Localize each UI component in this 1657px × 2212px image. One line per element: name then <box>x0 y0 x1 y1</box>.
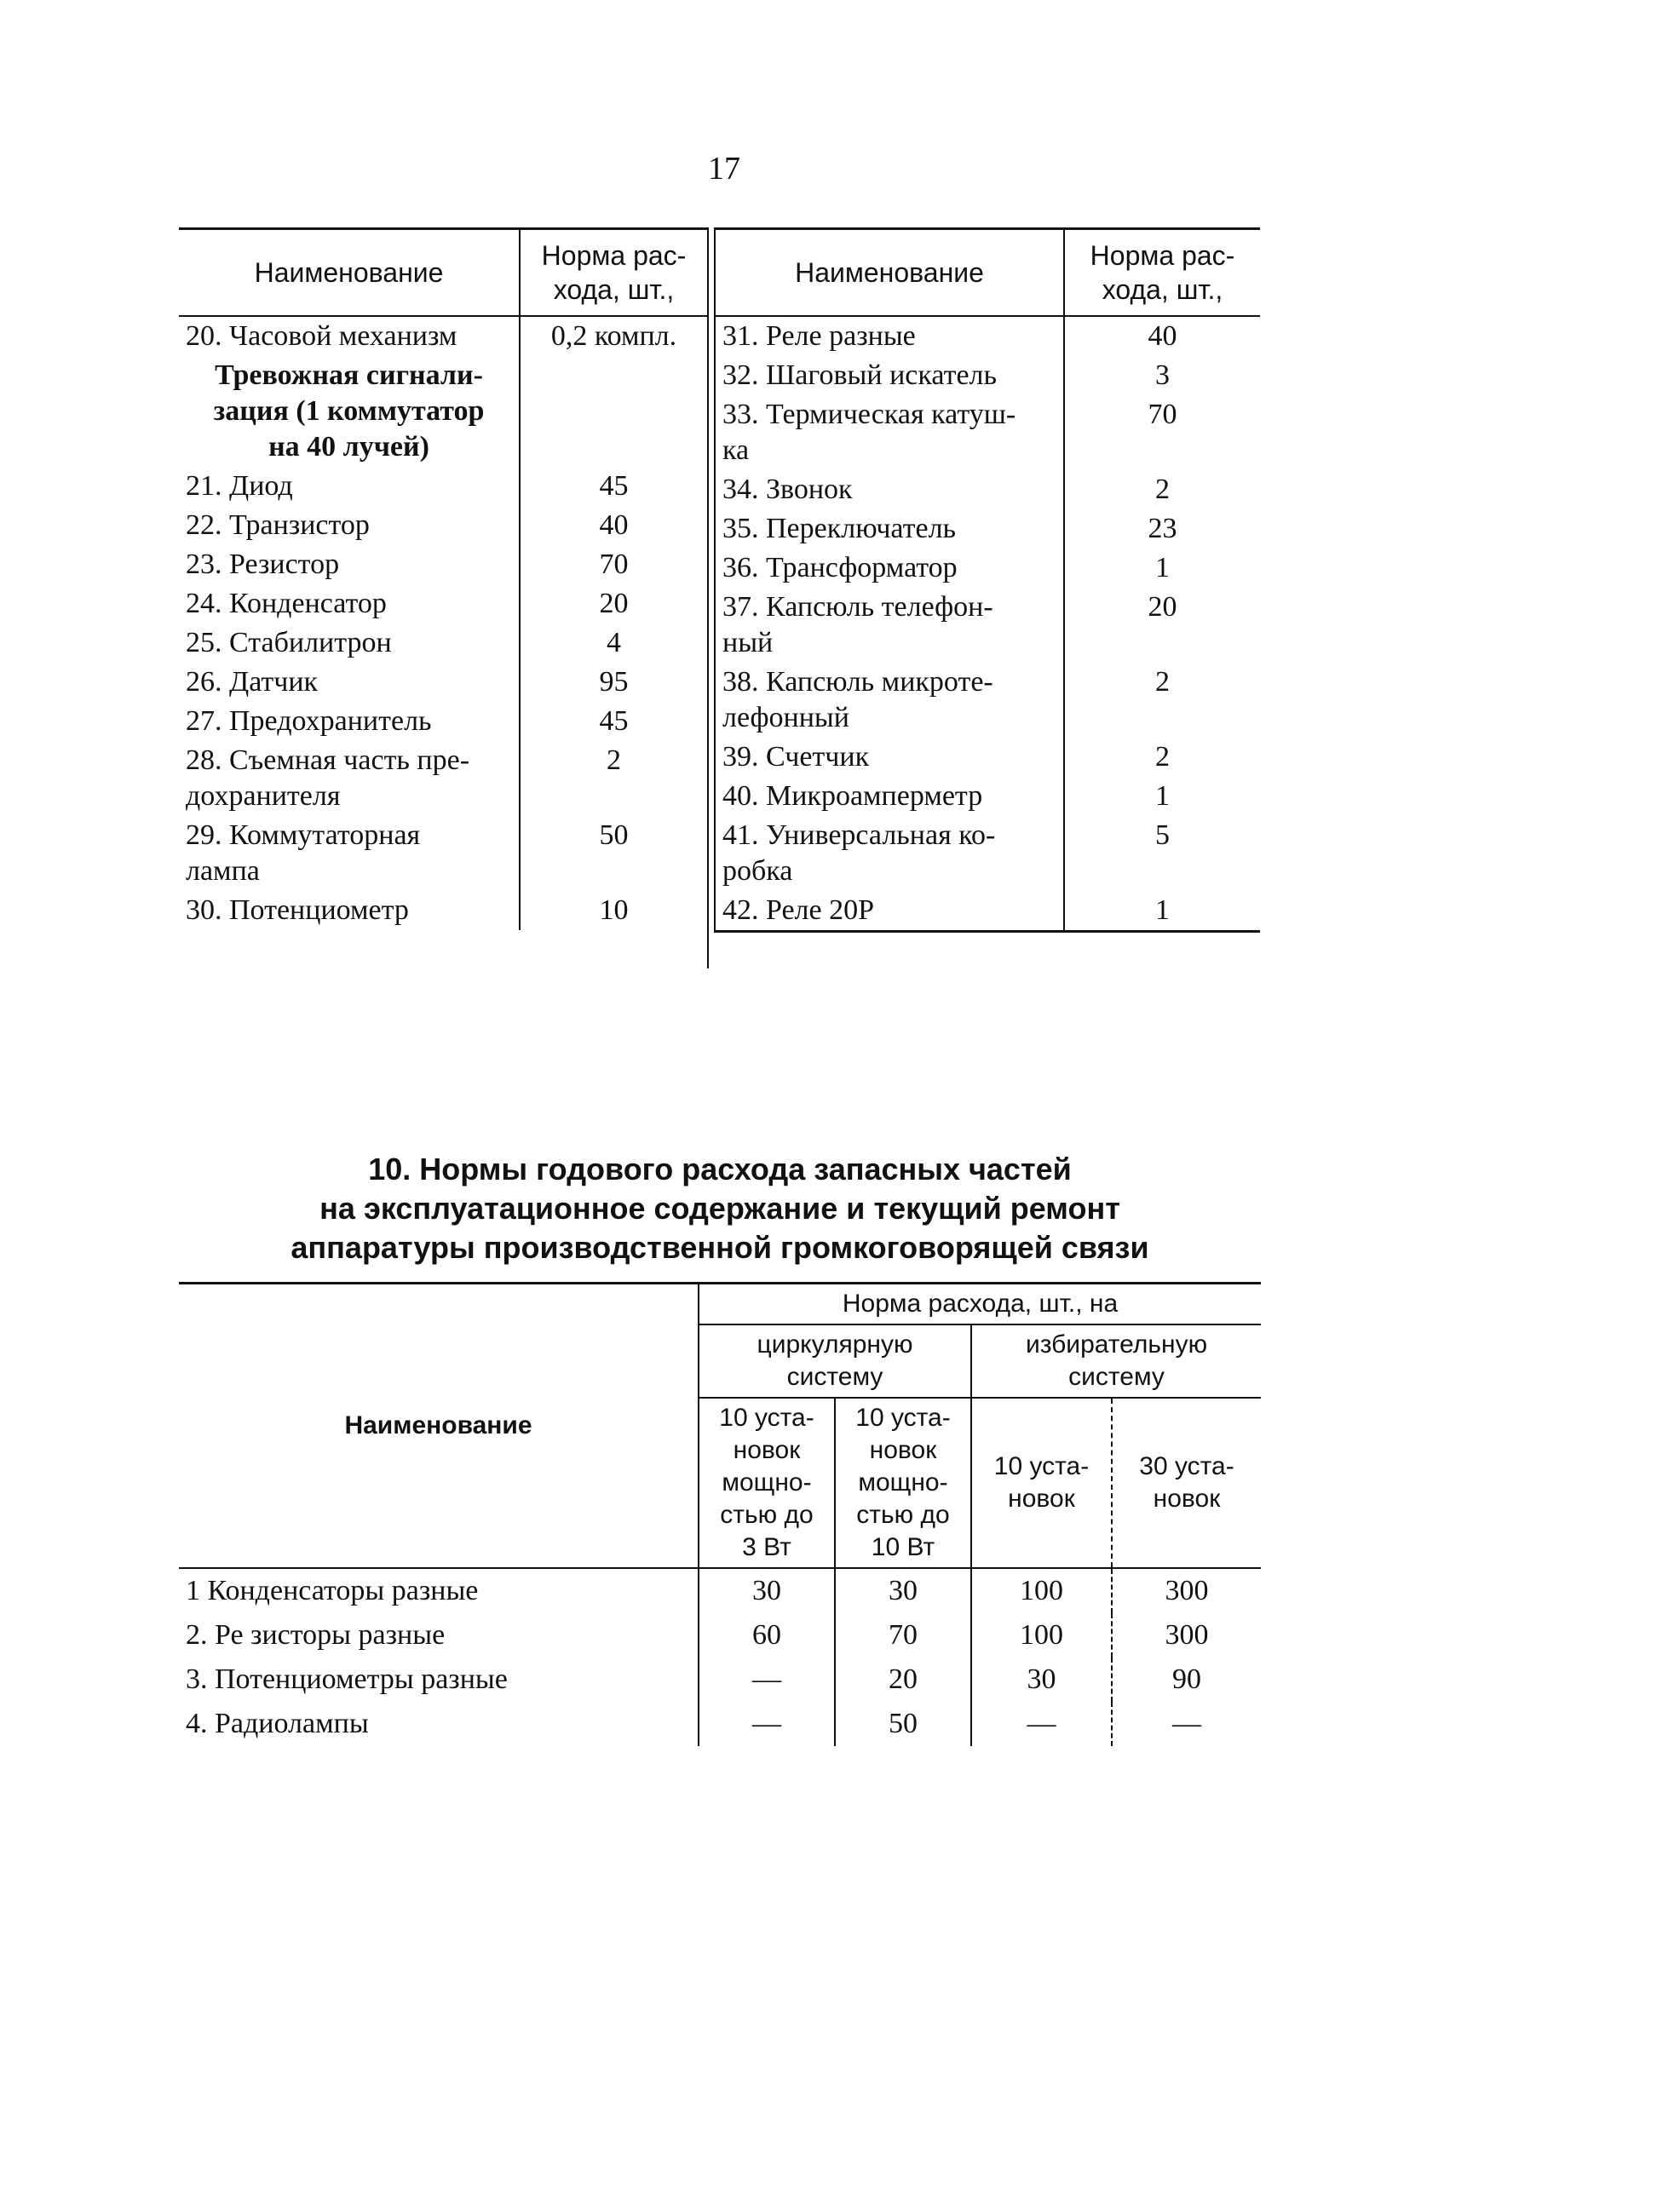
table-row <box>179 1568 1261 1613</box>
row-value: 70 <box>1148 399 1177 430</box>
table-row <box>179 1702 1261 1746</box>
table-row <box>179 545 707 584</box>
table-row <box>715 738 1260 777</box>
column-header-name: Наименование <box>179 229 520 317</box>
row-value: — <box>1112 1702 1261 1746</box>
table-row <box>715 395 1260 470</box>
row-value: 30 <box>971 1658 1112 1702</box>
table-row <box>715 663 1260 738</box>
table-row <box>179 702 707 741</box>
column-header-selective-30: 30 уста- новок <box>1112 1398 1261 1568</box>
table-row <box>179 623 707 663</box>
row-name: 28. Съемная часть пре- дохранителя <box>179 741 520 816</box>
table-divider <box>707 227 709 968</box>
column-header-name: Наименование <box>715 229 1064 317</box>
row-value: 4 <box>607 627 621 658</box>
section-row <box>179 356 707 467</box>
column-header-circular: циркулярную систему <box>699 1324 971 1398</box>
row-value: 45 <box>599 705 629 737</box>
row-value: 1 <box>1155 894 1170 926</box>
row-name: 33. Термическая катуш- ка <box>715 395 1064 470</box>
row-name: 25. Стабилитрон <box>179 623 520 663</box>
row-value: — <box>971 1702 1112 1746</box>
column-header-norm: Норма рас- хода, шт., <box>1064 229 1260 317</box>
row-name: 22. Транзистор <box>179 506 520 545</box>
table-row <box>179 316 707 356</box>
row-value: 50 <box>835 1702 971 1746</box>
column-header-norm: Норма рас- хода, шт., <box>520 229 707 317</box>
row-name: 29. Коммутаторная лампа <box>179 816 520 891</box>
row-name: 39. Счетчик <box>715 738 1064 777</box>
row-name: 35. Переключатель <box>715 509 1064 549</box>
parts-table-left <box>179 227 707 930</box>
page-number: 17 <box>708 151 740 187</box>
row-value: 20 <box>835 1658 971 1702</box>
table-row <box>715 316 1260 356</box>
row-value: 70 <box>835 1613 971 1658</box>
table-row <box>715 356 1260 395</box>
row-name: 37. Капсюль телефон- ный <box>715 588 1064 663</box>
row-name: 40. Микроамперметр <box>715 777 1064 816</box>
row-value: 1 <box>1155 780 1170 812</box>
row-name: 21. Диод <box>179 467 520 506</box>
table-row <box>715 588 1260 663</box>
row-value: 30 <box>835 1568 971 1613</box>
row-value: 300 <box>1112 1613 1261 1658</box>
row-value: 70 <box>599 549 629 580</box>
row-name: 32. Шаговый искатель <box>715 356 1064 395</box>
column-header-selective: избирательную систему <box>971 1324 1261 1398</box>
row-value: — <box>699 1658 835 1702</box>
table-row <box>715 777 1260 816</box>
table-row <box>179 506 707 545</box>
row-value: 40 <box>1148 320 1177 352</box>
row-value: 2 <box>607 744 621 776</box>
column-header-circular-10w: 10 уста- новок мощно- стью до 10 Вт <box>835 1398 971 1568</box>
column-header-norm: Норма расхода, шт., на <box>699 1284 1261 1325</box>
row-name: 3. Потенциометры разные <box>186 1663 508 1695</box>
row-value: 2 <box>1155 474 1170 505</box>
row-value: 50 <box>599 819 629 851</box>
row-name: 27. Предохранитель <box>179 702 520 741</box>
row-name: 30. Потенциометр <box>179 891 520 930</box>
row-name: 38. Капсюль микроте- лефонный <box>715 663 1064 738</box>
column-header-name: Наименование <box>179 1284 699 1569</box>
row-name: 31. Реле разные <box>715 316 1064 356</box>
row-name: 34. Звонок <box>715 470 1064 509</box>
table-row <box>715 509 1260 549</box>
row-name: 23. Резистор <box>179 545 520 584</box>
table-row <box>179 891 707 930</box>
row-value: 100 <box>971 1613 1112 1658</box>
table-title: 10. Нормы годового расхода запасных частей на эксплуатационное содержание и текущий ремонт аппаратуры производственной громкоговорящей связи <box>291 1152 1149 1265</box>
table-row <box>179 1613 1261 1658</box>
row-name: 4. Радиолампы <box>186 1708 369 1739</box>
table-row <box>715 891 1260 932</box>
row-name: 2. Ре зисторы разные <box>186 1619 446 1651</box>
row-value: 0,2 компл. <box>550 320 677 352</box>
row-name: 1 Конденсаторы разные <box>186 1575 479 1606</box>
row-value: 20 <box>599 588 629 619</box>
table-row <box>179 584 707 623</box>
table-row <box>715 816 1260 891</box>
row-value: 60 <box>699 1613 835 1658</box>
row-value: 300 <box>1112 1568 1261 1613</box>
row-value: 3 <box>1155 359 1170 391</box>
row-value: 10 <box>599 894 629 926</box>
table-row <box>179 467 707 506</box>
section-heading: Тревожная сигнали- зация (1 коммутатор на 40 лучей) <box>179 356 520 467</box>
row-value: 40 <box>599 509 629 541</box>
row-value: 45 <box>599 470 629 502</box>
table-row <box>715 549 1260 588</box>
table-row <box>179 663 707 702</box>
parts-table-right <box>714 227 1260 933</box>
row-value: 20 <box>1148 591 1177 623</box>
row-value: 2 <box>1155 666 1170 698</box>
row-name: 42. Реле 20Р <box>715 891 1064 932</box>
row-name: 24. Конденсатор <box>179 584 520 623</box>
row-value: 1 <box>1155 552 1170 583</box>
row-name: 41. Универсальная ко- робка <box>715 816 1064 891</box>
row-name: 36. Трансформатор <box>715 549 1064 588</box>
column-header-selective-10: 10 уста- новок <box>971 1398 1112 1568</box>
row-value: 5 <box>1155 819 1170 851</box>
spare-parts-table <box>179 1282 1261 1746</box>
column-header-circular-3w: 10 уста- новок мощно- стью до 3 Вт <box>699 1398 835 1568</box>
row-value: 23 <box>1148 513 1177 544</box>
row-value: 95 <box>599 666 629 698</box>
table-row <box>179 1658 1261 1702</box>
row-value: 2 <box>1155 741 1170 773</box>
row-value: 30 <box>699 1568 835 1613</box>
row-value: 100 <box>971 1568 1112 1613</box>
table-row <box>715 470 1260 509</box>
row-name: 20. Часовой механизм <box>179 316 520 356</box>
table-row <box>179 816 707 891</box>
row-value: 90 <box>1112 1658 1261 1702</box>
row-name: 26. Датчик <box>179 663 520 702</box>
row-value: — <box>699 1702 835 1746</box>
table-row <box>179 741 707 816</box>
